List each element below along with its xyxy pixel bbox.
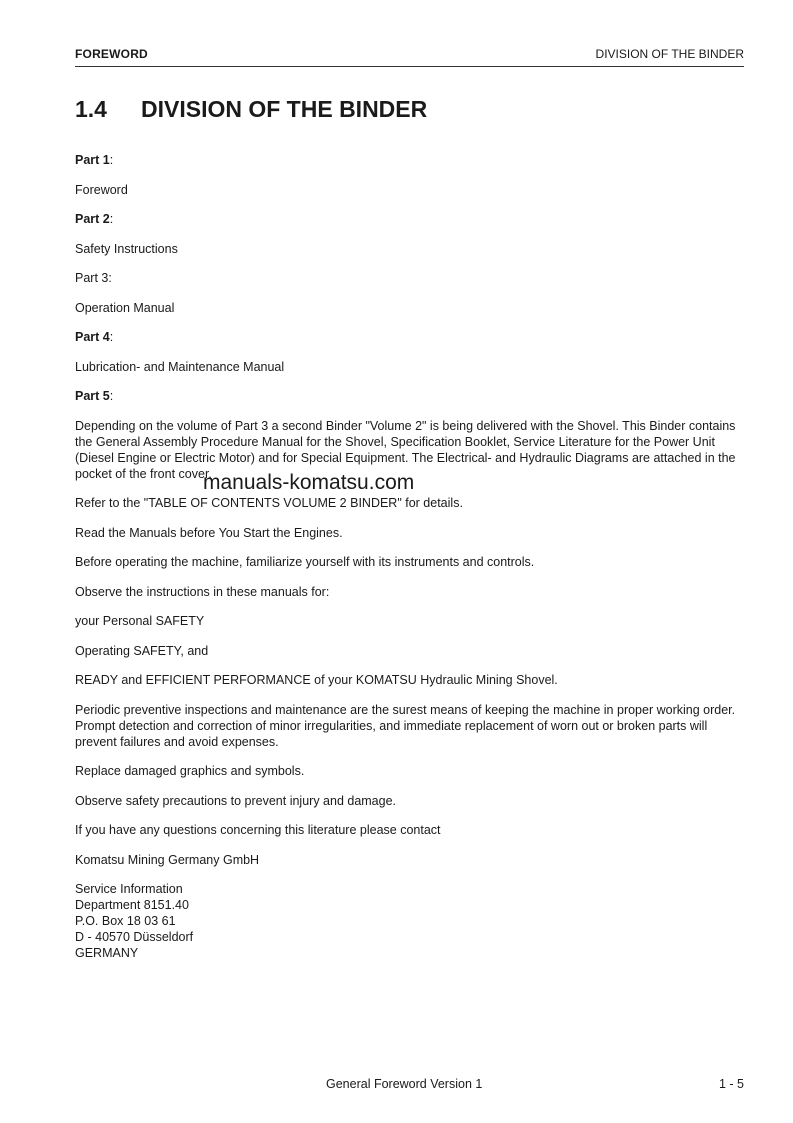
read-paragraph: Read the Manuals before You Start the Engines.	[75, 525, 343, 540]
header-divider	[75, 66, 744, 67]
address-line: P.O. Box 18 03 61	[75, 914, 176, 928]
part-1-heading	[75, 152, 745, 168]
part-2-text: Safety Instructions	[75, 241, 178, 256]
section-title: DIVISION OF THE BINDER	[141, 96, 428, 122]
before-paragraph: Before operating the machine, familiarize yourself with its instruments and controls.	[75, 555, 535, 569]
contact-address	[75, 881, 745, 961]
part-2-heading	[75, 211, 745, 227]
header-section-title: FOREWORD	[75, 47, 148, 61]
part-3-heading: Part 3:	[75, 271, 112, 285]
address-line: D - 40570 Düsseldorf	[75, 930, 194, 944]
part-1-colon: :	[109, 153, 114, 167]
part-5-colon: :	[109, 389, 114, 403]
refer-paragraph: Refer to the "TABLE OF CONTENTS VOLUME 2 BINDER" for details.	[75, 496, 463, 510]
part-4-label: Part 4	[75, 330, 110, 344]
replace-paragraph: Replace damaged graphics and symbols.	[75, 764, 305, 778]
footer-document-version: General Foreword Version 1	[326, 1077, 483, 1091]
periodic-paragraph: Periodic preventive inspections and maintenance are the surest means of keeping the machine in proper working order. Prompt detection and correction of minor irregularities, and immediate replacement of worn out or broken parts will prevent failures and avoid expenses.	[75, 702, 736, 749]
address-line: Department 8151.40	[75, 898, 189, 912]
footer-page-number: 1 - 5	[718, 1077, 744, 1091]
precautions-paragraph: Observe safety precautions to prevent injury and damage.	[75, 793, 397, 808]
address-line: Service Information	[75, 882, 183, 896]
part-2-label: Part 2	[75, 212, 110, 226]
company-name: Komatsu Mining Germany GmbH	[75, 852, 260, 867]
part-5-heading	[75, 388, 745, 404]
part-4-colon: :	[109, 330, 114, 344]
performance-line: READY and EFFICIENT PERFORMANCE of your KOMATSU Hydraulic Mining Shovel.	[75, 673, 558, 687]
part-1-text: Foreword	[75, 182, 128, 197]
part-4-heading	[75, 329, 745, 345]
operating-safety-line: Operating SAFETY, and	[75, 643, 209, 658]
document-body	[75, 152, 745, 961]
part-2-colon: :	[109, 212, 114, 226]
questions-paragraph: If you have any questions concerning this literature please contact	[75, 823, 441, 837]
part-3-text: Operation Manual	[75, 300, 175, 315]
part-5-text: Depending on the volume of Part 3 a second Binder "Volume 2" is being delivered with the Shovel. This Binder contains the General Assembly Procedure Manual for the Shovel, Specification Booklet, Service Literature for the Power Unit (Diesel Engine or Electric Motor) and for Special Equipment. The Electrical- and Hydraulic Diagrams are attached in the pocket of the front cover.	[75, 418, 736, 481]
page-title	[75, 96, 427, 123]
part-1-label: Part 1	[75, 153, 110, 167]
header-chapter-title: DIVISION OF THE BINDER	[595, 47, 744, 61]
personal-safety-line: your Personal SAFETY	[75, 614, 205, 628]
part-4-text: Lubrication- and Maintenance Manual	[75, 359, 285, 374]
part-5-label: Part 5	[75, 389, 110, 403]
address-line: GERMANY	[75, 946, 139, 960]
watermark-text: manuals-komatsu.com	[203, 471, 415, 494]
section-number: 1.4	[75, 96, 107, 122]
observe-paragraph: Observe the instructions in these manuals for:	[75, 584, 330, 599]
